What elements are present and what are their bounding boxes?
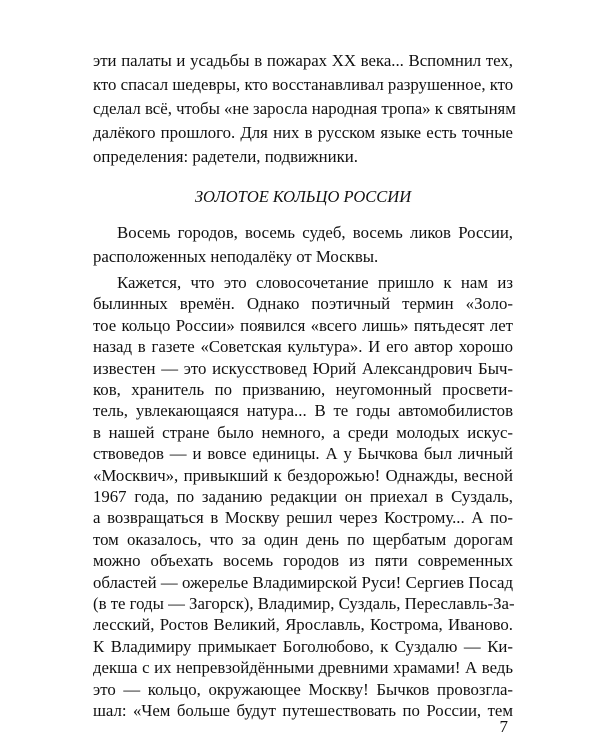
text-line: это — кольцо, окружающее Москву! Бычков провозгла- [93, 680, 513, 699]
text-line: (в те годы — Загорск), Владимир, Суздаль, Переславль-За- [93, 594, 515, 613]
text-line: ствоведов — и вовсе единицы. А у Бычкова был личный [93, 444, 513, 463]
text-line: Восемь городов, восемь судеб, восемь ликов России, [117, 223, 513, 242]
text-line: тель, увлекающаяся натура... В те годы автомобилистов [93, 401, 513, 420]
text-line: кто спасал шедевры, кто восстанавливал разрушенное, кто [93, 75, 514, 94]
text-line: том оказалось, что за один день по щербатым дорогам [93, 530, 513, 549]
text-line: К Владимиру примыкает Боголюбово, к Суздалю — Ки- [93, 637, 513, 656]
text-line: былинных времён. Однако поэтичный термин «Золо- [93, 294, 513, 313]
text-line: декша с их непревзойдёнными древними храмами! А ведь [93, 658, 513, 677]
text-line: эти палаты и усадьбы в пожарах XX века... Вспомнил тех, [93, 51, 513, 70]
text-line: в нашей стране было немного, а среди молодых искус- [93, 423, 513, 442]
text-line: шал: «Чем больше будут путешествовать по России, тем [93, 701, 513, 720]
text-line: лесский, Ростов Великий, Ярославль, Кострома, Иваново. [93, 615, 513, 634]
text-line: назад в газете «Советская культура». И его автор хорошо [93, 337, 513, 356]
text-line: Кажется, что это словосочетание пришло к нам из [117, 273, 513, 292]
text-line: сделал всё, чтобы «не заросла народная тропа» к святыням [93, 99, 516, 118]
text-line: можно объехать восемь городов из пяти современных [93, 551, 513, 570]
text-line: «Москвич», привыкший к бездорожью! Однажды, весной [93, 466, 513, 485]
text-line: 1967 года, по заданию редакции он приехал в Суздаль, [93, 487, 513, 506]
text-line: известен — это искусствовед Юрий Александрович Быч- [93, 359, 513, 378]
text-line: тое кольцо России» появился «всего лишь» пятьдесят лет [93, 316, 513, 335]
text-line: а возвращаться в Москву решил через Кострому... А по- [93, 508, 513, 527]
text-line: далёкого прошлого. Для них в русском языке есть точные [93, 123, 513, 142]
section-heading: ЗОЛОТОЕ КОЛЬЦО РОССИИ [194, 187, 412, 206]
text-line: областей — ожерелье Владимирской Руси! Сергиев Посад [93, 573, 513, 592]
page-number: 7 [499, 717, 508, 736]
text-line: ков, хранитель по призванию, неугомонный просвети- [93, 380, 513, 399]
text-line: расположенных неподалёку от Москвы. [93, 247, 379, 266]
text-line: определения: радетели, подвижники. [93, 147, 358, 166]
